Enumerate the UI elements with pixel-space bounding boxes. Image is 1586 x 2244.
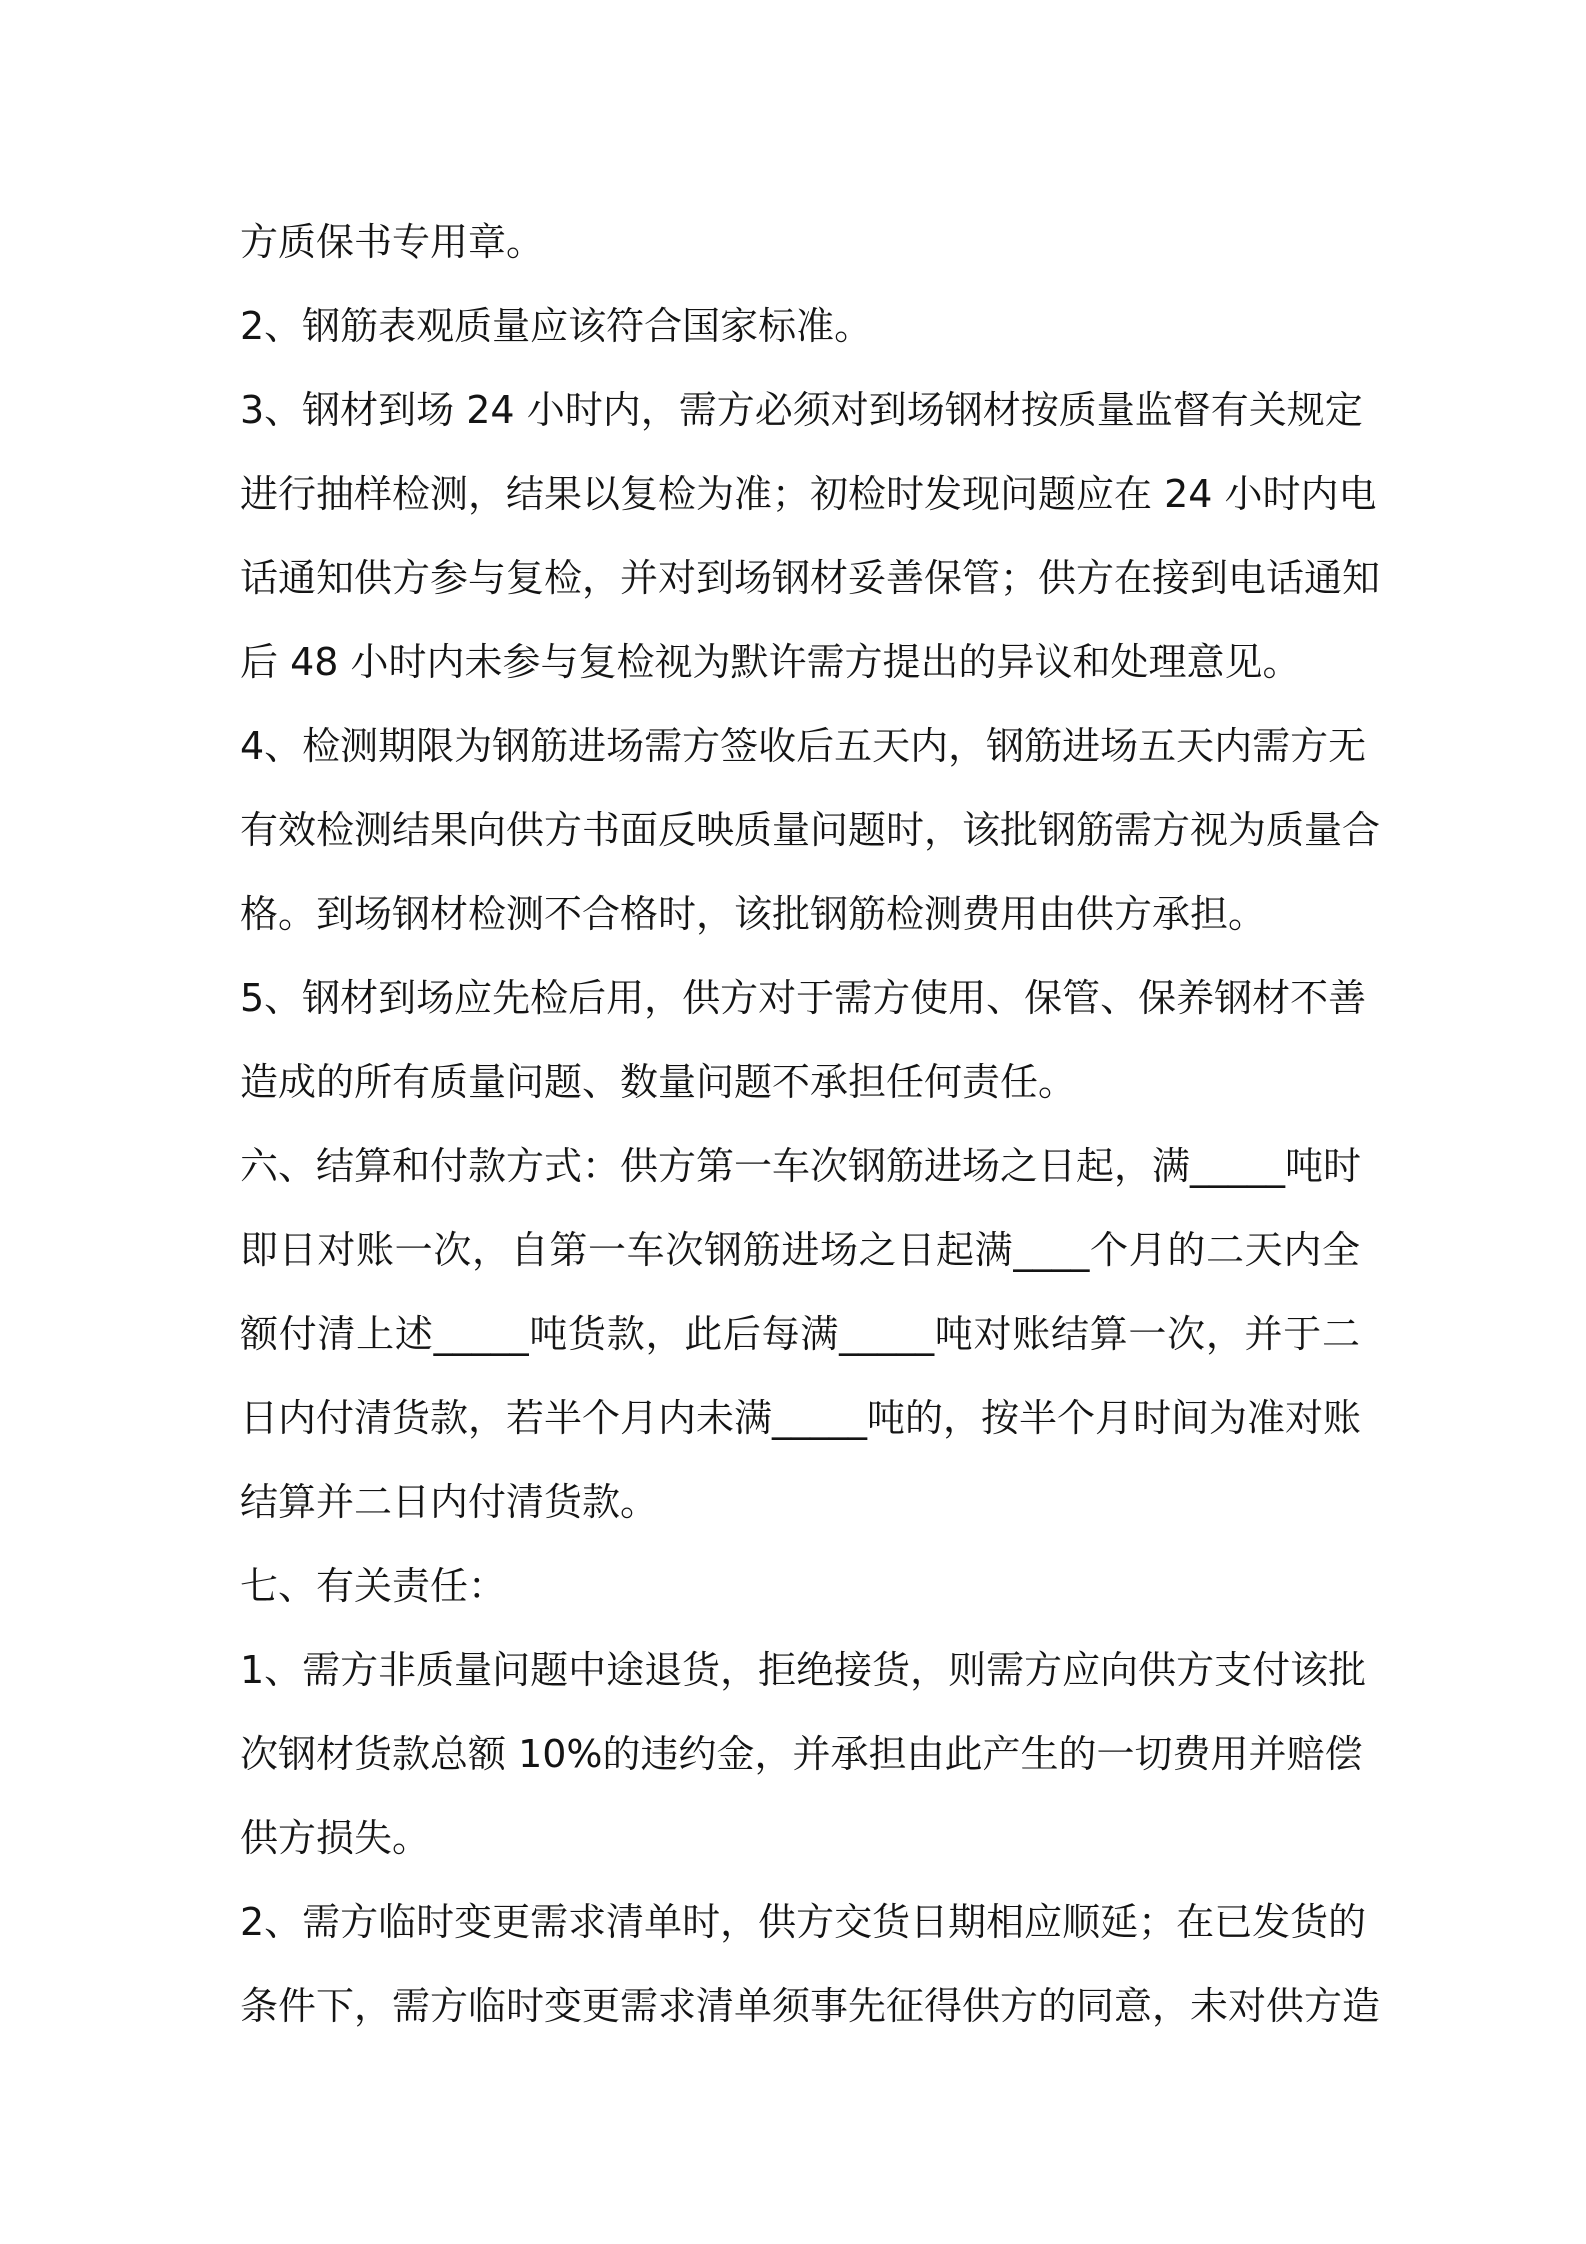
text-line: 即日对账一次，自第一车次钢筋进场之日起满____个月的二天内全 — [240, 1228, 1360, 1272]
text-line: 后 48 小时内未参与复检视为默许需方提出的异议和处理意见。 — [240, 640, 1301, 684]
text-line: 格。到场钢材检测不合格时，该批钢筋检测费用由供方承担。 — [240, 892, 1267, 936]
text-line: 供方损失。 — [240, 1816, 431, 1860]
text-line: 进行抽样检测，结果以复检为准；初检时发现问题应在 24 小时内电 — [240, 472, 1377, 516]
text-line: 2、钢筋表观质量应该符合国家标准。 — [240, 304, 873, 348]
text-line: 六、结算和付款方式：供方第一车次钢筋进场之日起，满_____吨时 — [240, 1144, 1362, 1188]
text-line: 条件下，需方临时变更需求清单须事先征得供方的同意，未对供方造 — [240, 1984, 1381, 2028]
text-line: 有效检测结果向供方书面反映质量问题时，该批钢筋需方视为质量合 — [240, 808, 1381, 852]
text-line: 次钢材货款总额 10%的违约金，并承担由此产生的一切费用并赔偿 — [240, 1732, 1363, 1776]
document-page — [240, 200, 1381, 2048]
text-line: 结算并二日内付清货款。 — [240, 1480, 659, 1524]
text-line: 方质保书专用章。 — [240, 220, 545, 264]
text-line: 4、检测期限为钢筋进场需方签收后五天内，钢筋进场五天内需方无 — [240, 724, 1367, 768]
text-line: 3、钢材到场 24 小时内，需方必须对到场钢材按质量监督有关规定 — [240, 388, 1363, 432]
text-line: 话通知供方参与复检，并对到场钢材妥善保管；供方在接到电话通知 — [240, 556, 1381, 600]
text-line: 额付清上述_____吨货款，此后每满_____吨对账结算一次，并于二 — [240, 1312, 1360, 1356]
text-line: 2、需方临时变更需求清单时，供方交货日期相应顺延；在已发货的 — [240, 1900, 1367, 1944]
text-line: 1、需方非质量问题中途退货，拒绝接货，则需方应向供方支付该批 — [240, 1648, 1367, 1692]
text-line: 日内付清货款，若半个月内未满_____吨的，按半个月时间为准对账 — [240, 1396, 1362, 1440]
text-line: 5、钢材到场应先检后用，供方对于需方使用、保管、保养钢材不善 — [240, 976, 1367, 1020]
section-heading: 七、有关责任： — [240, 1564, 507, 1608]
text-line: 造成的所有质量问题、数量问题不承担任何责任。 — [240, 1060, 1077, 1104]
